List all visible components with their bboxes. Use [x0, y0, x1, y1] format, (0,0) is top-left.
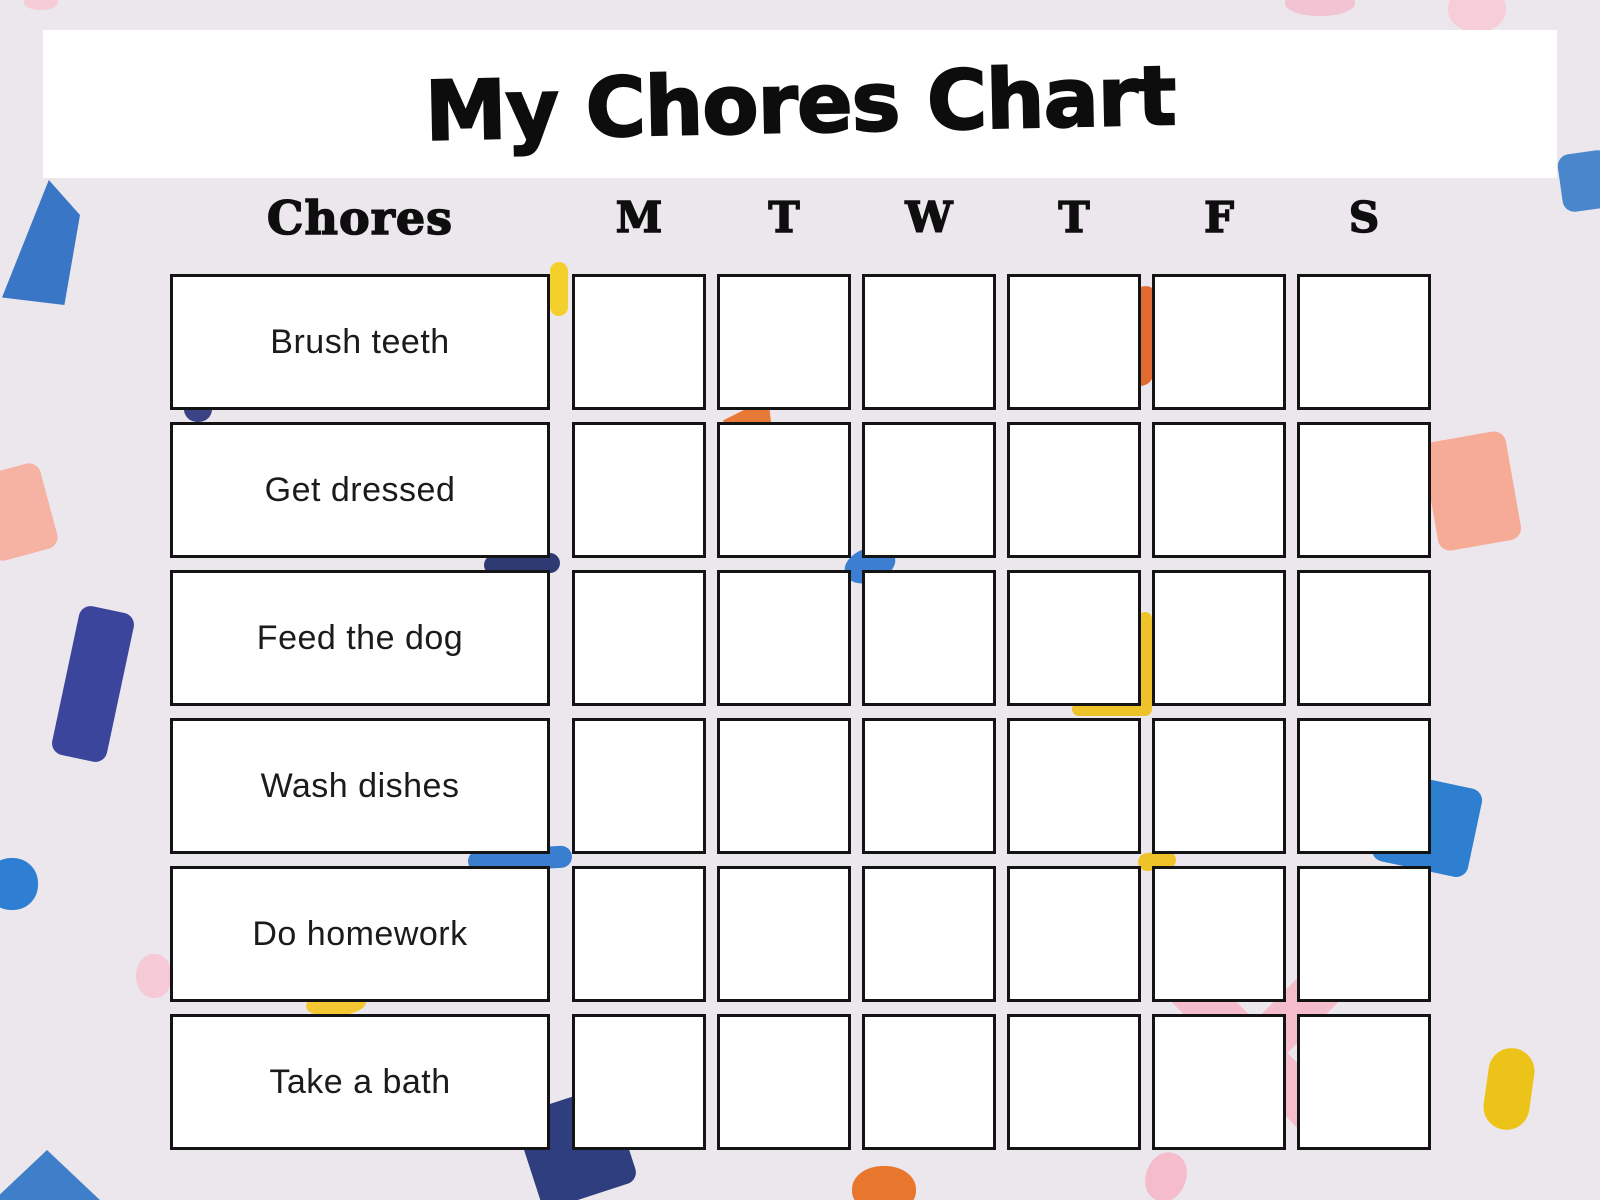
checkbox-cell[interactable] — [1152, 866, 1286, 1002]
confetti-blue-mountain-bottom-left — [0, 1150, 102, 1200]
chore-label: Take a bath — [269, 1062, 451, 1101]
checkbox-cell[interactable] — [572, 718, 706, 854]
checkbox-cell[interactable] — [1007, 274, 1141, 410]
checkbox-cell[interactable] — [1007, 718, 1141, 854]
checkbox-cell[interactable] — [1297, 1014, 1431, 1150]
day-header: W — [905, 193, 953, 242]
chore-label-box — [170, 1014, 550, 1150]
title-banner — [43, 30, 1557, 178]
chore-label: Do homework — [252, 914, 468, 953]
confetti-blue-blob-left — [0, 858, 38, 910]
day-header: S — [1348, 193, 1380, 242]
checkbox-cell[interactable] — [1297, 274, 1431, 410]
checkbox-cell[interactable] — [862, 718, 996, 854]
chore-label: Get dressed — [264, 470, 456, 509]
day-header: T — [1058, 193, 1090, 242]
checkbox-cell[interactable] — [862, 866, 996, 1002]
confetti-blue-triangle-left — [2, 180, 80, 305]
checkbox-cell[interactable] — [572, 570, 706, 706]
page-title: My Chores Chart — [423, 48, 1177, 160]
checkbox-cell[interactable] — [572, 422, 706, 558]
checkbox-cell[interactable] — [1297, 422, 1431, 558]
checkbox-cell[interactable] — [1152, 1014, 1286, 1150]
checkbox-cell[interactable] — [717, 422, 851, 558]
chore-label-box — [170, 274, 550, 410]
confetti-salmon-blob-left — [0, 461, 60, 564]
chore-label: Brush teeth — [270, 322, 450, 361]
checkbox-cell[interactable] — [717, 718, 851, 854]
checkbox-cell[interactable] — [862, 570, 996, 706]
checkbox-cell[interactable] — [1152, 718, 1286, 854]
checkbox-cell[interactable] — [572, 274, 706, 410]
confetti-pink-blob-bottom — [1139, 1147, 1194, 1200]
confetti-salmon-blob-right — [1421, 430, 1523, 553]
checkbox-cell[interactable] — [1152, 422, 1286, 558]
confetti-yellow-stick-bottom-right — [1481, 1045, 1538, 1133]
confetti-pink-blob-top — [1285, 0, 1355, 16]
chore-label-box — [170, 718, 550, 854]
checkbox-cell[interactable] — [1007, 1014, 1141, 1150]
checkbox-cell[interactable] — [862, 422, 996, 558]
day-header: M — [615, 193, 663, 242]
checkbox-cell[interactable] — [717, 274, 851, 410]
checkbox-cell[interactable] — [1297, 718, 1431, 854]
confetti-yellow-stick-row1 — [550, 262, 568, 316]
checkbox-cell[interactable] — [1297, 570, 1431, 706]
checkbox-cell[interactable] — [1152, 570, 1286, 706]
confetti-pink-semicircle-top-left — [24, 0, 58, 10]
checkbox-cell[interactable] — [717, 570, 851, 706]
checkbox-cell[interactable] — [862, 1014, 996, 1150]
checkbox-cell[interactable] — [1007, 422, 1141, 558]
chore-label: Wash dishes — [260, 766, 460, 805]
checkbox-cell[interactable] — [1007, 866, 1141, 1002]
confetti-blue-square-top-right — [1556, 149, 1600, 214]
checkbox-cell[interactable] — [572, 1014, 706, 1150]
confetti-pink-semicircle-left — [136, 954, 172, 998]
day-header: F — [1204, 193, 1234, 242]
checkbox-cell[interactable] — [717, 866, 851, 1002]
day-header: T — [768, 193, 800, 242]
checkbox-cell[interactable] — [1152, 274, 1286, 410]
chore-label-box — [170, 422, 550, 558]
checkbox-cell[interactable] — [1007, 570, 1141, 706]
chores-column-header: Chores — [266, 191, 454, 245]
confetti-pink-circle-top-right — [1448, 0, 1506, 32]
checkbox-cell[interactable] — [862, 274, 996, 410]
confetti-indigo-stick-left — [50, 604, 136, 764]
checkbox-cell[interactable] — [572, 866, 706, 1002]
confetti-orange-blob-bottom — [852, 1166, 916, 1200]
chore-label: Feed the dog — [256, 618, 464, 657]
chore-label-box — [170, 570, 550, 706]
chore-label-box — [170, 866, 550, 1002]
checkbox-cell[interactable] — [1297, 866, 1431, 1002]
checkbox-cell[interactable] — [717, 1014, 851, 1150]
